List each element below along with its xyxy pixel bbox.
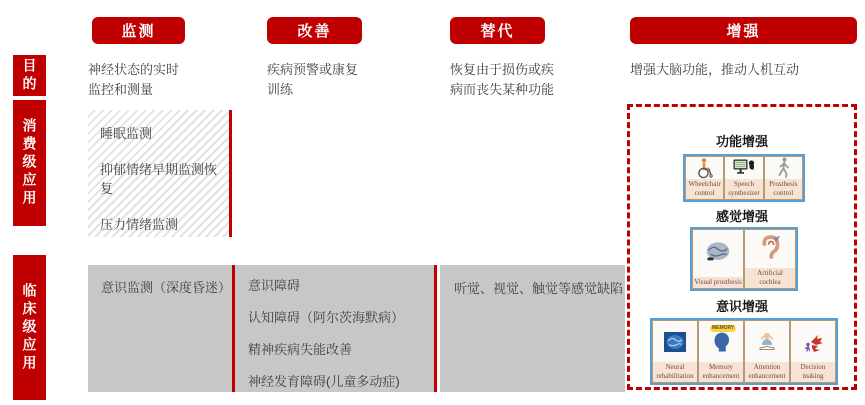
wheelchair-control-caption: Wheelchair control — [686, 179, 723, 199]
attention-enhancement-cell — [744, 320, 790, 383]
memory-head-icon — [699, 321, 743, 362]
wheelchair-icon — [686, 157, 723, 179]
row-label-purpose: 目的 — [13, 55, 46, 96]
clinical-replacement-box — [440, 265, 625, 392]
blue-brain-icon — [653, 321, 697, 362]
neural-rehabilitation-caption: Neural rehabilitation — [653, 362, 697, 382]
memory-enhancement-caption: Memory enhancement — [699, 362, 743, 382]
brain-icon — [693, 230, 743, 277]
consciousness-enhancement-strip — [650, 318, 838, 385]
clinical-item-consciousness-monitoring: 意识监测（深度昏迷） — [101, 280, 232, 295]
speech-synthesizer-cell — [724, 156, 763, 200]
artificial-cochlea-cell — [744, 229, 796, 289]
visual-prosthesis-caption: Visual prosthesis — [693, 277, 743, 288]
decision-making-cell — [790, 320, 836, 383]
neural-rehabilitation-cell — [652, 320, 698, 383]
prosthesis-control-caption: Prosthesis control — [765, 179, 802, 199]
decision-making-caption: Decision making — [791, 362, 835, 382]
clinical-item-mental-illness: 精神疾病失能改善 — [248, 342, 353, 357]
clinical-item-sensory-deficits: 听觉、视觉、触觉等感觉缺陷 — [454, 281, 624, 296]
sensory-enhancement-strip — [690, 227, 798, 291]
studying-child-icon — [745, 321, 789, 362]
speech-synthesizer-caption: Speech synthesizer — [725, 179, 762, 199]
column-header-improvement: 改善 — [267, 17, 362, 44]
wheelchair-control-cell — [685, 156, 724, 200]
row-label-clinical-apps: 临床级应用 — [13, 255, 46, 400]
purpose-enhancement: 增强大脑功能，推动人机互动 — [630, 62, 800, 77]
consumer-item-sleep-monitoring: 睡眠监测 — [100, 126, 153, 141]
column-header-replacement: 替代 — [450, 17, 545, 44]
consciousness-enhancement-title: 意识增强 — [715, 299, 768, 314]
column-header-monitoring: 监测 — [92, 17, 185, 44]
memory-enhancement-cell — [698, 320, 744, 383]
ear-icon — [745, 230, 795, 268]
memory-label: MEMORY — [711, 325, 735, 331]
purpose-improvement: 疾病预警或康复训练 — [267, 62, 359, 97]
artificial-cochlea-caption: Artificial cochlea — [745, 268, 795, 288]
clinical-item-consciousness-disorder: 意识障碍 — [248, 278, 301, 293]
clinical-monitoring-box — [88, 265, 235, 392]
row-label-consumer-apps: 消费级应用 — [13, 100, 46, 226]
consumer-item-depression-monitoring: 抑郁情绪早期监测恢复 — [100, 162, 218, 196]
consumer-item-stress-monitoring: 压力情绪监测 — [100, 217, 179, 232]
purpose-monitoring: 神经状态的实时监控和测量 — [88, 62, 180, 97]
speech-synthesizer-icon — [725, 157, 762, 179]
function-enhancement-title: 功能增强 — [715, 134, 768, 149]
clinical-improvement-box — [235, 265, 437, 392]
prosthesis-icon — [765, 157, 802, 179]
clinical-item-cognitive-disorder: 认知障碍（阿尔茨海默病） — [248, 310, 405, 325]
function-enhancement-strip — [683, 154, 805, 202]
purpose-replacement: 恢复由于损伤或疾病而丧失某种功能 — [450, 62, 555, 97]
decision-arrows-icon — [791, 321, 835, 362]
attention-enhancement-caption: Attention enhancement — [745, 362, 789, 382]
visual-prosthesis-cell — [692, 229, 744, 289]
sensory-enhancement-title: 感觉增强 — [715, 209, 768, 224]
consumer-monitoring-box — [88, 110, 232, 237]
clinical-item-neurodevelopmental-disorder: 神经发育障碍(儿童多动症) — [248, 374, 400, 389]
column-header-enhancement: 增强 — [630, 17, 857, 44]
prosthesis-control-cell — [764, 156, 803, 200]
enhancement-panel — [627, 104, 857, 390]
